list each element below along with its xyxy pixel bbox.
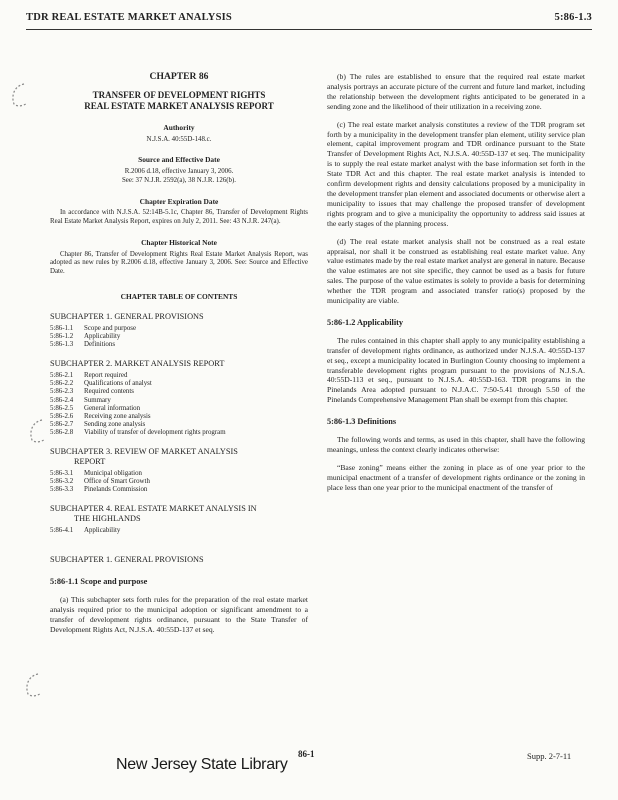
authority-heading: Authority — [163, 122, 195, 132]
toc-entry — [50, 397, 308, 405]
toc-entry-number: 5:86-4.1 — [50, 526, 74, 534]
toc-subchapter-heading — [50, 447, 308, 467]
toc-entry-label: Scope and purpose — [84, 325, 137, 333]
toc-subchapter-title: SUBCHAPTER 3. REVIEW OF MARKET ANALYSIS — [50, 447, 238, 457]
definition-base-zoning: “Base zoning” means either the zoning in place as of one year prior to the municipal enactment of a transfer of development rights ordinance or the zoning in place less than one year prior to the municipal enactment of the transfer of — [327, 462, 585, 492]
toc-section-list — [50, 325, 308, 349]
toc-subchapter-heading — [50, 359, 308, 369]
toc-subchapter-title: SUBCHAPTER 2. MARKET ANALYSIS REPORT — [50, 359, 225, 369]
toc-entry-number: 5:86-3.2 — [50, 477, 74, 485]
toc-entry-label: Definitions — [84, 341, 116, 349]
toc-section-list — [50, 372, 308, 437]
library-stamp: New Jersey State Library — [116, 756, 288, 773]
toc-entry-number: 5:86-3.1 — [50, 469, 74, 477]
table-of-contents — [50, 312, 308, 535]
section-1-1-paragraph-a: (a) This subchapter sets forth rules for the preparation of the real estate market analysis required prior to the municipal adoption or significant amendment to a transfer of development rights ordinance, pursuant to the State Transfer of Development Rights Act, N.J.S.A. 40:55D-137 et seq. — [50, 594, 308, 634]
chapter-title-line-2: REAL ESTATE MARKET ANALYSIS REPORT — [84, 100, 274, 111]
toc-entry-label: Applicability — [84, 526, 121, 534]
toc-entry-number: 5:86-1.2 — [50, 333, 74, 341]
historical-note-heading: Chapter Historical Note — [141, 237, 217, 247]
section-1-1-title: 5:86-1.1 Scope and purpose — [50, 576, 148, 586]
toc-section-list — [50, 470, 308, 494]
toc-entry-number: 5:86-2.5 — [50, 404, 74, 412]
toc-entry-number: 5:86-2.7 — [50, 420, 74, 428]
toc-entry — [50, 333, 308, 341]
section-1-1-paragraph-d: (d) The real estate market analysis shall not be construed as a real estate appraisal, nor shall it be construed as establishing real estate market value. Any value estimates made by the real estate market analyst are general in nature. Because the value estimates are not site specific, they cannot be used as a basis for future sales. The purpose of the value estimates is solely to provide a basis for determining whether the TDR program and associated transfer ratio(s) proposed by the municipality are viable. — [327, 236, 585, 306]
header-rule — [26, 29, 592, 30]
section-1-3-intro: The following words and terms, as used in this chapter, shall have the following meanings, unless the context clearly indicates otherwise: — [327, 435, 585, 454]
toc-entry — [50, 372, 308, 380]
toc-entry-label: Applicability — [84, 333, 121, 341]
section-1-2-title: 5:86-1.2 Applicability — [327, 317, 404, 327]
toc-entry — [50, 478, 308, 486]
hole-punch-mark-middle — [26, 418, 48, 444]
toc-entry — [50, 413, 308, 421]
running-header — [26, 12, 592, 23]
toc-entry-number: 5:86-1.1 — [50, 325, 74, 333]
toc-subchapter-title: SUBCHAPTER 4. REAL ESTATE MARKET ANALYSIS IN — [50, 504, 257, 514]
hole-punch-mark-top — [8, 82, 30, 108]
toc-entry-label: Municipal obligation — [84, 469, 142, 477]
toc-entry — [50, 380, 308, 388]
toc-entry-label: Summary — [84, 396, 111, 404]
toc-section-list — [50, 527, 308, 535]
subchapter-1-heading: SUBCHAPTER 1. GENERAL PROVISIONS — [50, 555, 204, 565]
toc-entry — [50, 388, 308, 396]
toc-entry-number: 5:86-2.2 — [50, 380, 74, 388]
toc-subchapter-title: SUBCHAPTER 1. GENERAL PROVISIONS — [50, 312, 204, 322]
section-1-1-paragraph-c: (c) The real estate market analysis constitutes a review of the TDR program set forth by a municipality in the development transfer plan element, utility service plan element, capital improvement program and TDR ordinance pursuant to the State Transfer of Development Rights Act, N.J.S.A. 40:55D-137 et seq. The municipality is to supply the real estate market analyst with the base information set forth in the State TDR Act and this chapter. The real estate market analysis is intended to confirm development rights and density calculations proposed by a municipality in the development transfer plan element and associated documents or otherwise alert a municipality to issues that may challenge the proposed transfer of development rights program and to give a municipality the opportunity to address said issues at the early stages of the planning process. — [327, 119, 585, 228]
historical-note-text: Chapter 86, Transfer of Development Rights Real Estate Market Analysis Report, was adopted as new rules by R.2006 d.18, effective January 3, 2006. See: Source and Effective Date. — [50, 250, 308, 275]
supplement-date: Supp. 2-7-11 — [527, 751, 572, 761]
toc-entry-number: 5:86-2.1 — [50, 372, 74, 380]
toc-entry-label: Sending zone analysis — [84, 420, 146, 428]
right-column — [327, 72, 585, 501]
authority-text: N.J.S.A. 40:55D-148.c. — [146, 135, 212, 143]
toc-entry — [50, 421, 308, 429]
toc-title: CHAPTER TABLE OF CONTENTS — [120, 292, 238, 302]
toc-entry — [50, 527, 308, 535]
chapter-number: CHAPTER 86 — [149, 71, 209, 82]
header-title: TDR REAL ESTATE MARKET ANALYSIS — [26, 12, 232, 23]
section-1-1-paragraph-b: (b) The rules are established to ensure that the required real estate market analysis portrays an accurate picture of the current and future land market, including the relationship between the development rights anticipated to be generated in a sending zone and the likelihood of their utilization in a receiving zone. — [327, 72, 585, 111]
toc-entry — [50, 405, 308, 413]
toc-entry — [50, 470, 308, 478]
expiration-text: In accordance with N.J.S.A. 52:14B-5.1c, Chapter 86, Transfer of Development Rights Real Estate Market Analysis Report, expires on July 2, 2011. See: 43 N.J.R. 247(a). — [50, 209, 308, 225]
toc-entry — [50, 325, 308, 333]
toc-entry-label: Receiving zone analysis — [84, 412, 151, 420]
source-text-2: See: 37 N.J.R. 2592(a), 38 N.J.R. 126(b). — [121, 176, 237, 184]
toc-entry-number: 5:86-2.6 — [50, 412, 74, 420]
toc-entry-label: Pinelands Commission — [84, 486, 148, 494]
toc-subchapter-heading — [50, 312, 308, 322]
hole-punch-mark-bottom — [22, 672, 44, 698]
left-column — [50, 72, 308, 642]
toc-entry-label: Qualifications of analyst — [84, 380, 152, 388]
section-1-3-title: 5:86-1.3 Definitions — [327, 417, 397, 427]
toc-entry-number: 5:86-1.3 — [50, 341, 74, 349]
expiration-heading: Chapter Expiration Date — [139, 196, 219, 206]
toc-subchapter-title-continued: THE HIGHLANDS — [74, 514, 141, 524]
toc-entry-number: 5:86-2.8 — [50, 428, 74, 436]
toc-subchapter-heading — [50, 504, 308, 524]
source-heading: Source and Effective Date — [138, 155, 220, 165]
chapter-title-line-1: TRANSFER OF DEVELOPMENT RIGHTS — [92, 89, 266, 100]
toc-entry-label: Required contents — [84, 388, 134, 396]
toc-entry-label: General information — [84, 404, 141, 412]
header-section-number: 5:86-1.3 — [554, 12, 592, 23]
toc-entry — [50, 429, 308, 437]
toc-entry-number: 5:86-2.4 — [50, 396, 74, 404]
source-text-1: R.2006 d.18, effective January 3, 2006. — [124, 168, 234, 176]
toc-entry-label: Office of Smart Growth — [84, 477, 150, 485]
page-number: 86-1 — [298, 749, 315, 759]
toc-entry-label: Viability of transfer of development rights program — [84, 428, 226, 436]
toc-entry — [50, 341, 308, 349]
toc-entry — [50, 486, 308, 494]
toc-entry-number: 5:86-2.3 — [50, 388, 74, 396]
toc-entry-number: 5:86-3.3 — [50, 486, 74, 494]
section-1-2-text: The rules contained in this chapter shall apply to any municipality establishing a transfer of development rights ordinance, as authorized under N.J.S.A. 40:55D-137 et seq., except a municipality located in Burlington County choosing to implement a transferable development rights program pursuant to the provisions of N.J.S.A. 40:55D-113 et seq., pursuant to N.J.S.A. 40:55D-163. TDR programs in the Pinelands Area adopted pursuant to N.J.A.C. 7:50-5.41 through 5.50 of the Pinelands Comprehensive Management Plan shall be exempt from this chapter. — [327, 335, 585, 405]
toc-entry-label: Report required — [84, 372, 128, 380]
toc-subchapter-title-continued: REPORT — [74, 456, 106, 466]
